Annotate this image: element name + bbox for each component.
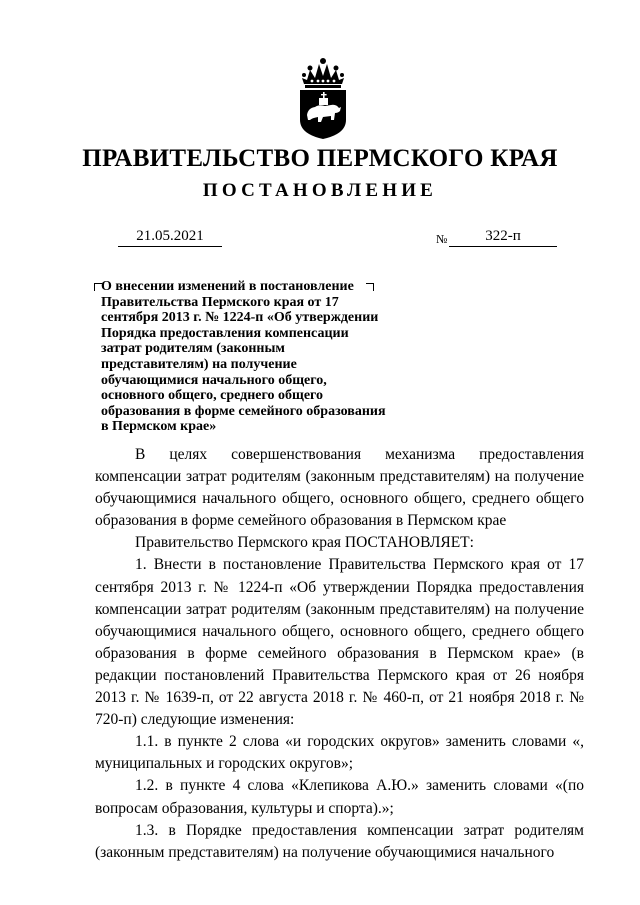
document-date: 21.05.2021	[118, 228, 222, 247]
government-title: ПРАВИТЕЛЬСТВО ПЕРМСКОГО КРАЯ	[82, 145, 558, 172]
body-paragraph: 1. Внести в постановление Правительства Пермского края от 17 сентября 2013 г. № 1224-п «Об утверждении Порядка предоставления компенсации затрат родителям (законным представителям) на получение обучающимися начального общего, основного общего, среднего общего образования в форме семейного образования в Пермском крае» (в редакции постановлений Правительства Пермского края от 26 ноября 2013 г. № 1639-п, от 22 августа 2018 г. № 460-п, от 21 ноября 2018 г. № 720-п) следующие изменения:	[95, 556, 584, 729]
body-paragraph: Правительство Пермского края ПОСТАНОВЛЯЕТ:	[135, 534, 474, 552]
document-subject: О внесении изменений в постановление Правительства Пермского края от 17 сентября 2013 г. № 1224-п «Об утверждении Порядка предоставления компенсации затрат родителям (законным представителям) на получение обучающимися начального общего, основного общего, среднего общего образования в форме семейного образования в Пермском крае»	[101, 279, 386, 435]
body-paragraph: 1.3. в Порядке предоставления компенсации затрат родителям (законным представителям) на получение обучающимися начального	[95, 821, 584, 861]
coat-of-arms-icon	[296, 56, 350, 140]
body-paragraph: 1.1. в пункте 2 слова «и городских округов» заменить словами «, муниципальных и городских округов»;	[95, 733, 584, 773]
document-body	[95, 444, 584, 864]
document-type: ПОСТАНОВЛЕНИЕ	[202, 180, 438, 201]
body-paragraph: В целях совершенствования механизма предоставления компенсации затрат родителям (законным представителям) на получение обучающимися начального общего, основного общего, среднего общего образования в форме семейного образования в Пермском крае	[95, 446, 584, 530]
number-label: №	[436, 232, 448, 246]
document-number: 322-п	[449, 228, 557, 247]
body-paragraph: 1.2. в пункте 4 слова «Клепикова А.Ю.» заменить словами «(по вопросам образования, культуры и спорта).»;	[95, 777, 584, 817]
